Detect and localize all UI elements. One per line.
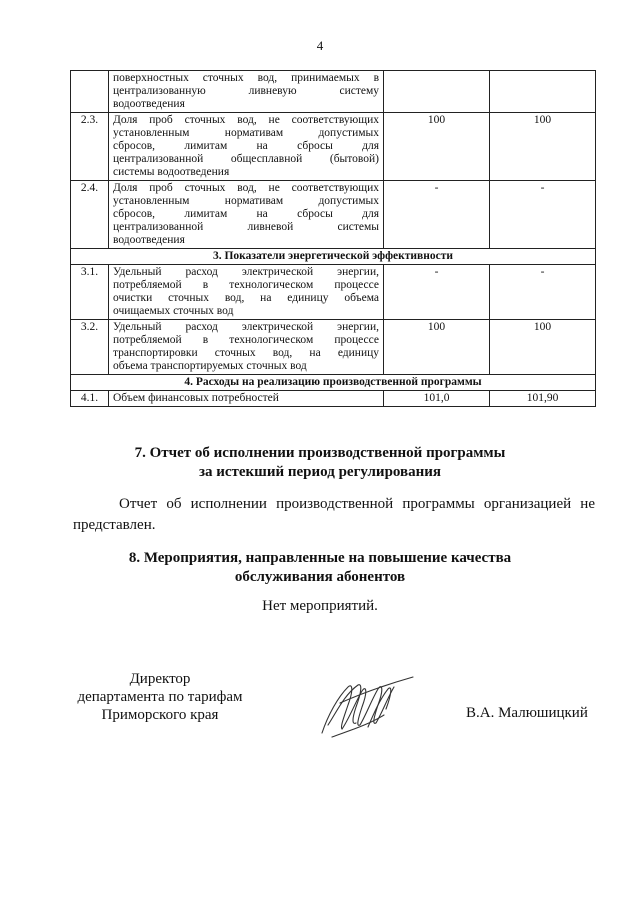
signatory-title-line3: Приморского края — [101, 707, 219, 723]
row-number: 2.3. — [71, 113, 109, 181]
section-8-text: Нет мероприятий. — [262, 598, 378, 614]
description-line: Удельный расход электрической энергии, — [113, 266, 379, 278]
table-row — [71, 71, 596, 113]
description-line: централизованной общесплавной (бытовой) — [113, 153, 379, 165]
section-7-heading-line1: 7. Отчет об исполнении производственной программы — [134, 445, 506, 461]
value-column-1: - — [384, 265, 490, 320]
section-7-heading-line2: за истекший период регулирования — [198, 464, 442, 480]
description-line: водоотведения — [113, 98, 185, 110]
description-line: потребляемой в технологическом процессе — [113, 279, 379, 291]
row-number: 3.1. — [71, 265, 109, 320]
description-line: установленным нормативам допустимых — [113, 127, 379, 139]
section-7-text: Отчет об исполнении производственной программы организацией не представлен. — [73, 496, 595, 533]
signatory-title-line2: департамента по тарифам — [77, 689, 243, 705]
row-description — [109, 71, 384, 113]
row-description — [109, 265, 384, 320]
table-row — [71, 113, 596, 181]
handwritten-signature — [318, 665, 418, 745]
description-line: транспортировки сточных вод, на единицу — [113, 347, 379, 359]
description-line: очищаемых сточных вод — [113, 305, 234, 317]
description-line: установленным нормативам допустимых — [113, 195, 379, 207]
section-7-heading — [0, 444, 640, 482]
section-title: 4. Расходы на реализацию производственной программы — [71, 375, 596, 391]
value-column-2 — [490, 71, 596, 113]
description-line: системы водоотведения — [113, 166, 230, 178]
table-section-row — [71, 249, 596, 265]
value-column-1 — [384, 71, 490, 113]
row-description — [109, 391, 384, 407]
table-section-row — [71, 375, 596, 391]
description-line: централизованную ливневую систему — [113, 85, 379, 97]
value-column-2: 100 — [490, 320, 596, 375]
section-8-heading-line2: обслуживания абонентов — [234, 569, 406, 585]
description-line: потребляемой в технологическом процессе — [113, 334, 379, 346]
section-title: 3. Показатели энергетической эффективности — [71, 249, 596, 265]
description-line: Объем финансовых потребностей — [113, 392, 279, 404]
table-row — [71, 265, 596, 320]
description-line: объема транспортируемых сточных вод — [113, 360, 307, 372]
row-number: 4.1. — [71, 391, 109, 407]
row-description — [109, 320, 384, 375]
table-row — [71, 391, 596, 407]
signatory-title-line1: Директор — [129, 671, 191, 687]
description-line: централизованной ливневой системы — [113, 221, 379, 233]
value-column-1: - — [384, 181, 490, 249]
description-line: очистки сточных вод, на единицу объема — [113, 292, 379, 304]
value-column-2: - — [490, 265, 596, 320]
row-number — [71, 71, 109, 113]
row-number: 3.2. — [71, 320, 109, 375]
section-8-heading-line1: 8. Мероприятия, направленные на повышение качества — [128, 550, 512, 566]
table-row — [71, 320, 596, 375]
description-line: поверхностных сточных вод, принимаемых в — [113, 72, 379, 84]
value-column-2: 100 — [490, 113, 596, 181]
page-number: 4 — [316, 38, 324, 53]
indicators-table — [70, 70, 596, 407]
description-line: Удельный расход электрической энергии, — [113, 321, 379, 333]
section-8-heading — [0, 549, 640, 587]
value-column-2: 101,90 — [490, 391, 596, 407]
row-number: 2.4. — [71, 181, 109, 249]
value-column-2: - — [490, 181, 596, 249]
row-description — [109, 113, 384, 181]
value-column-1: 100 — [384, 320, 490, 375]
value-column-1: 101,0 — [384, 391, 490, 407]
table-row — [71, 181, 596, 249]
description-line: сбросов, лимитам на сбросы для — [113, 140, 379, 152]
signatory-name: В.А. Малюшицкий — [466, 705, 588, 721]
description-line: сбросов, лимитам на сбросы для — [113, 208, 379, 220]
signatory-title — [60, 670, 260, 724]
description-line: Доля проб сточных вод, не соответствующих — [113, 182, 379, 194]
description-line: Доля проб сточных вод, не соответствующих — [113, 114, 379, 126]
row-description — [109, 181, 384, 249]
table-body — [71, 71, 596, 407]
description-line: водоотведения — [113, 234, 185, 246]
value-column-1: 100 — [384, 113, 490, 181]
